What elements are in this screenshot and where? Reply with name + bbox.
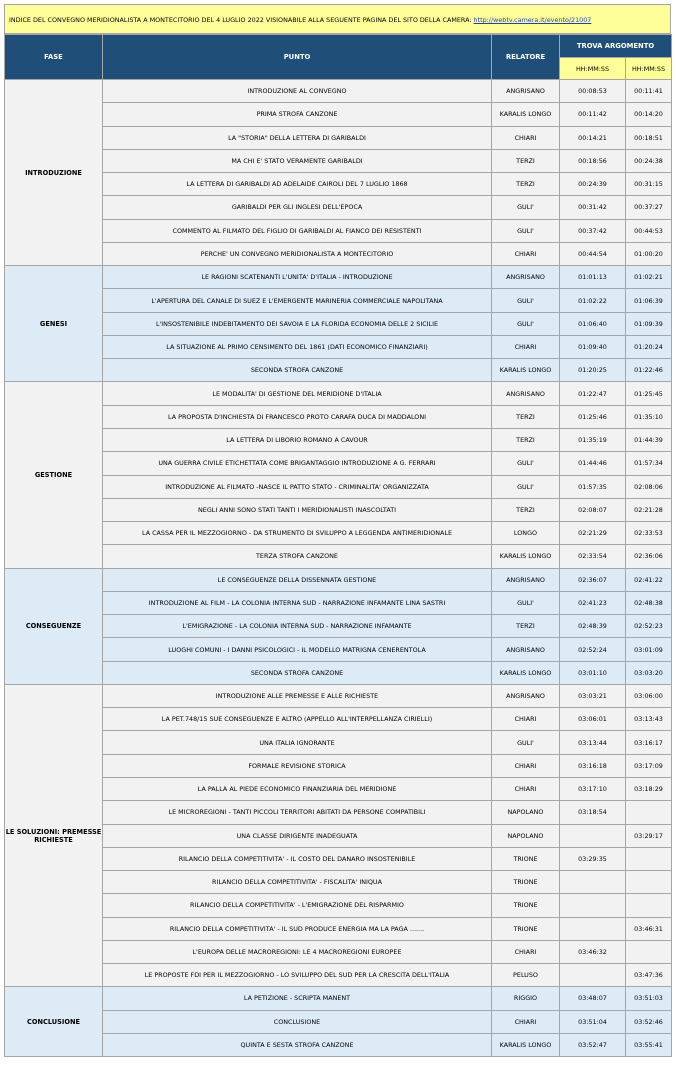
- table-row: [5, 219, 672, 242]
- table-row: [5, 173, 672, 196]
- header-fase: FASE: [5, 35, 103, 80]
- punto-cell: LA LETTERA DI GARIBALDI AD ADELAIDE CAIROLI DEL 7 LUGLIO 1868: [103, 173, 492, 196]
- table-row: [5, 103, 672, 126]
- relatore-cell: TERZI: [492, 405, 560, 428]
- relatore-cell: CHIARI: [492, 1010, 560, 1033]
- start-time-cell: 02:52:24: [560, 638, 626, 661]
- punto-cell: LA PROPOSTA D'INCHIESTA DI FRANCESCO PROTO CARAFA DUCA DI MADDALONI: [103, 405, 492, 428]
- table-header: [5, 35, 672, 80]
- relatore-cell: CHIARI: [492, 242, 560, 265]
- relatore-cell: GULI': [492, 219, 560, 242]
- punto-cell: NEGLI ANNI SONO STATI TANTI I MERIDIONALISTI INASCOLTATI: [103, 498, 492, 521]
- punto-cell: LA PALLA AL PIEDE ECONOMICO FINANZIARIA DEL MERIDIONE: [103, 777, 492, 800]
- start-time-cell: 03:17:10: [560, 777, 626, 800]
- start-time-cell: 01:22:47: [560, 382, 626, 405]
- end-time-cell: 03:46:31: [626, 917, 672, 940]
- table-row: [5, 498, 672, 521]
- punto-cell: RILANCIO DELLA COMPETITIVITA' - FISCALITA' INIQUA: [103, 871, 492, 894]
- table-row: [5, 777, 672, 800]
- punto-cell: LE RAGIONI SCATENANTI L'UNITA' D'ITALIA - INTRODUZIONE: [103, 266, 492, 289]
- punto-cell: CONCLUSIONE: [103, 1010, 492, 1033]
- start-time-cell: 01:09:40: [560, 335, 626, 358]
- table-row: [5, 405, 672, 428]
- table-row: [5, 1010, 672, 1033]
- end-time-cell: 00:14:20: [626, 103, 672, 126]
- start-time-cell: 02:21:29: [560, 522, 626, 545]
- table-row: [5, 940, 672, 963]
- start-time-cell: 00:08:53: [560, 80, 626, 103]
- table-row: [5, 522, 672, 545]
- punto-cell: LE CONSEGUENZE DELLA DISSENNATA GESTIONE: [103, 568, 492, 591]
- table-row: [5, 638, 672, 661]
- relatore-cell: TRIONE: [492, 917, 560, 940]
- phase-cell: GENESI: [5, 266, 103, 382]
- table-row: [5, 731, 672, 754]
- start-time-cell: 02:33:54: [560, 545, 626, 568]
- relatore-cell: KARALIS LONGO: [492, 103, 560, 126]
- table-row: [5, 871, 672, 894]
- start-time-cell: 02:08:07: [560, 498, 626, 521]
- punto-cell: LE PROPOSTE FDI PER IL MEZZOGIORNO - LO SVILUPPO DEL SUD PER LA CRESCITA DELL'ITALIA: [103, 964, 492, 987]
- relatore-cell: RIGGIO: [492, 987, 560, 1010]
- end-time-cell: 01:09:39: [626, 312, 672, 335]
- start-time-cell: 01:25:46: [560, 405, 626, 428]
- end-time-cell: 01:00:20: [626, 242, 672, 265]
- start-time-cell: 03:51:04: [560, 1010, 626, 1033]
- relatore-cell: GULI': [492, 475, 560, 498]
- relatore-cell: CHIARI: [492, 940, 560, 963]
- punto-cell: RILANCIO DELLA COMPETITIVITA' - IL COSTO DEL DANARO INSOSTENIBILE: [103, 847, 492, 870]
- start-time-cell: 00:37:42: [560, 219, 626, 242]
- phase-cell: CONCLUSIONE: [5, 987, 103, 1057]
- punto-cell: LUOGHI COMUNI - I DANNI PSICOLOGICI - IL MODELLO MATRIGNA CENERENTOLA: [103, 638, 492, 661]
- punto-cell: LA CASSA PER IL MEZZOGIORNO - DA STRUMENTO DI SVILUPPO A LEGGENDA ANTIMERIDIONALE: [103, 522, 492, 545]
- start-time-cell: 03:46:32: [560, 940, 626, 963]
- start-time-cell: [560, 917, 626, 940]
- punto-cell: MA CHI E' STATO VERAMENTE GARIBALDI: [103, 149, 492, 172]
- end-time-cell: 03:29:17: [626, 824, 672, 847]
- start-time-cell: 00:11:42: [560, 103, 626, 126]
- relatore-cell: GULI': [492, 312, 560, 335]
- table-row: [5, 80, 672, 103]
- banner: [4, 4, 671, 34]
- start-time-cell: 02:48:39: [560, 615, 626, 638]
- table-row: [5, 242, 672, 265]
- banner-link[interactable]: http://webtv.camera.it/evento/21007: [473, 16, 592, 24]
- relatore-cell: GULI': [492, 452, 560, 475]
- start-time-cell: 03:52:47: [560, 1033, 626, 1056]
- relatore-cell: PELUSO: [492, 964, 560, 987]
- relatore-cell: TERZI: [492, 428, 560, 451]
- table-row: [5, 754, 672, 777]
- punto-cell: L'INSOSTENIBILE INDEBITAMENTO DEI SAVOIA E LA FLORIDA ECONOMIA DELLE 2 SICILIE: [103, 312, 492, 335]
- start-time-cell: 03:18:54: [560, 801, 626, 824]
- end-time-cell: 03:17:09: [626, 754, 672, 777]
- table-row: [5, 801, 672, 824]
- relatore-cell: CHIARI: [492, 335, 560, 358]
- table-body: [5, 80, 672, 1057]
- punto-cell: SECONDA STROFA CANZONE: [103, 359, 492, 382]
- end-time-cell: 00:44:53: [626, 219, 672, 242]
- table-row: [5, 545, 672, 568]
- start-time-cell: 03:48:07: [560, 987, 626, 1010]
- punto-cell: LA LETTERA DI LIBORIO ROMANO A CAVOUR: [103, 428, 492, 451]
- end-time-cell: 02:52:23: [626, 615, 672, 638]
- table-row: [5, 824, 672, 847]
- phase-cell: GESTIONE: [5, 382, 103, 568]
- relatore-cell: KARALIS LONGO: [492, 1033, 560, 1056]
- relatore-cell: TERZI: [492, 615, 560, 638]
- end-time-cell: 02:33:53: [626, 522, 672, 545]
- header-trova-argomento: TROVA ARGOMENTO: [560, 35, 672, 58]
- end-time-cell: [626, 847, 672, 870]
- relatore-cell: GULI': [492, 731, 560, 754]
- start-time-cell: [560, 894, 626, 917]
- start-time-cell: 00:24:39: [560, 173, 626, 196]
- start-time-cell: 01:35:19: [560, 428, 626, 451]
- end-time-cell: 02:21:28: [626, 498, 672, 521]
- end-time-cell: 01:20:24: [626, 335, 672, 358]
- punto-cell: FORMALE REVISIONE STORICA: [103, 754, 492, 777]
- start-time-cell: 00:44:54: [560, 242, 626, 265]
- end-time-cell: 03:18:29: [626, 777, 672, 800]
- start-time-cell: 02:41:23: [560, 591, 626, 614]
- punto-cell: L'APERTURA DEL CANALE DI SUEZ E L'EMERGENTE MARINERIA COMMERCIALE NAPOLITANA: [103, 289, 492, 312]
- relatore-cell: TERZI: [492, 173, 560, 196]
- punto-cell: SECONDA STROFA CANZONE: [103, 661, 492, 684]
- end-time-cell: 01:25:45: [626, 382, 672, 405]
- start-time-cell: 03:06:01: [560, 708, 626, 731]
- end-time-cell: 00:37:27: [626, 196, 672, 219]
- banner-text: INDICE DEL CONVEGNO MERIDIONALISTA A MONTECITORIO DEL 4 LUGLIO 2022 VISIONABILE ALLA SEGUENTE PAGINA DEL SITO DELLA CAMERA:: [9, 16, 474, 24]
- end-time-cell: [626, 801, 672, 824]
- start-time-cell: 01:44:46: [560, 452, 626, 475]
- table-row: [5, 335, 672, 358]
- header-relatore: RELATORE: [492, 35, 560, 80]
- document: [4, 4, 671, 1057]
- table-row: [5, 987, 672, 1010]
- table-row: [5, 917, 672, 940]
- punto-cell: INTRODUZIONE AL CONVEGNO: [103, 80, 492, 103]
- punto-cell: UNA ITALIA IGNORANTE: [103, 731, 492, 754]
- relatore-cell: KARALIS LONGO: [492, 545, 560, 568]
- end-time-cell: 01:22:46: [626, 359, 672, 382]
- phase-cell: LE SOLUZIONI: PREMESSE RICHIESTE: [5, 684, 103, 986]
- start-time-cell: 01:02:22: [560, 289, 626, 312]
- relatore-cell: TERZI: [492, 498, 560, 521]
- start-time-cell: 01:06:40: [560, 312, 626, 335]
- table-row: [5, 312, 672, 335]
- start-time-cell: 01:57:35: [560, 475, 626, 498]
- relatore-cell: ANGRISANO: [492, 568, 560, 591]
- end-time-cell: 03:51:03: [626, 987, 672, 1010]
- end-time-cell: [626, 871, 672, 894]
- punto-cell: L'EMIGRAZIONE - LA COLONIA INTERNA SUD - NARRAZIONE INFAMANTE: [103, 615, 492, 638]
- table-row: [5, 289, 672, 312]
- end-time-cell: 01:35:10: [626, 405, 672, 428]
- header-start-time: HH:MM:SS: [560, 58, 626, 80]
- end-time-cell: 02:36:06: [626, 545, 672, 568]
- table-row: [5, 964, 672, 987]
- phase-cell: CONSEGUENZE: [5, 568, 103, 684]
- end-time-cell: 01:44:39: [626, 428, 672, 451]
- punto-cell: INTRODUZIONE AL FILM - LA COLONIA INTERNA SUD - NARRAZIONE INFAMANTE LINA SASTRI: [103, 591, 492, 614]
- relatore-cell: GULI': [492, 289, 560, 312]
- start-time-cell: 03:16:18: [560, 754, 626, 777]
- relatore-cell: KARALIS LONGO: [492, 359, 560, 382]
- end-time-cell: 01:02:21: [626, 266, 672, 289]
- end-time-cell: [626, 940, 672, 963]
- relatore-cell: ANGRISANO: [492, 266, 560, 289]
- end-time-cell: 03:03:20: [626, 661, 672, 684]
- table-row: [5, 149, 672, 172]
- relatore-cell: GULI': [492, 196, 560, 219]
- punto-cell: LA "STORIA" DELLA LETTERA DI GARIBALDI: [103, 126, 492, 149]
- punto-cell: L'EUROPA DELLE MACROREGIONI: LE 4 MACROREGIONI EUROPEE: [103, 940, 492, 963]
- relatore-cell: ANGRISANO: [492, 80, 560, 103]
- punto-cell: UNA GUERRA CIVILE ETICHETTATA COME BRIGANTAGGIO INTRODUZIONE A G. FERRARI: [103, 452, 492, 475]
- punto-cell: LA PETIZIONE - SCRIPTA MANENT: [103, 987, 492, 1010]
- relatore-cell: ANGRISANO: [492, 382, 560, 405]
- table-row: [5, 382, 672, 405]
- relatore-cell: ANGRISANO: [492, 684, 560, 707]
- header-end-time: HH:MM:SS: [626, 58, 672, 80]
- relatore-cell: TRIONE: [492, 894, 560, 917]
- end-time-cell: 00:11:41: [626, 80, 672, 103]
- punto-cell: TERZA STROFA CANZONE: [103, 545, 492, 568]
- table-row: [5, 615, 672, 638]
- punto-cell: LE MICROREGIONI - TANTI PICCOLI TERRITORI ABITATI DA PERSONE COMPATIBILI: [103, 801, 492, 824]
- start-time-cell: [560, 824, 626, 847]
- punto-cell: INTRODUZIONE AL FILMATO -NASCE IL PATTO STATO - CRIMINALITA' ORGANIZZATA: [103, 475, 492, 498]
- relatore-cell: CHIARI: [492, 708, 560, 731]
- end-time-cell: 00:31:15: [626, 173, 672, 196]
- relatore-cell: TRIONE: [492, 871, 560, 894]
- end-time-cell: 01:06:39: [626, 289, 672, 312]
- punto-cell: QUINTA E SESTA STROFA CANZONE: [103, 1033, 492, 1056]
- index-table: [4, 34, 672, 1057]
- punto-cell: INTRODUZIONE ALLE PREMESSE E ALLE RICHIESTE: [103, 684, 492, 707]
- end-time-cell: 02:08:06: [626, 475, 672, 498]
- punto-cell: COMMENTO AL FILMATO DEL FIGLIO DI GARIBALDI AL FIANCO DEI RESISTENTI: [103, 219, 492, 242]
- table-row: [5, 708, 672, 731]
- table-row: [5, 591, 672, 614]
- start-time-cell: 01:20:25: [560, 359, 626, 382]
- end-time-cell: 02:48:38: [626, 591, 672, 614]
- table-row: [5, 684, 672, 707]
- relatore-cell: CHIARI: [492, 126, 560, 149]
- relatore-cell: KARALIS LONGO: [492, 661, 560, 684]
- table-row: [5, 266, 672, 289]
- start-time-cell: [560, 964, 626, 987]
- punto-cell: LA SITUAZIONE AL PRIMO CENSIMENTO DEL 1861 (DATI ECONOMICO FINANZIARI): [103, 335, 492, 358]
- end-time-cell: 01:57:34: [626, 452, 672, 475]
- relatore-cell: NAPOLANO: [492, 824, 560, 847]
- punto-cell: LE MODALITA' DI GESTIONE DEL MERIDIONE D'ITALIA: [103, 382, 492, 405]
- table-row: [5, 359, 672, 382]
- start-time-cell: 00:14:21: [560, 126, 626, 149]
- punto-cell: PERCHE' UN CONVEGNO MERIDIONALISTA A MONTECITORIO: [103, 242, 492, 265]
- relatore-cell: CHIARI: [492, 777, 560, 800]
- end-time-cell: 03:55:41: [626, 1033, 672, 1056]
- start-time-cell: [560, 871, 626, 894]
- start-time-cell: 03:13:44: [560, 731, 626, 754]
- table-row: [5, 452, 672, 475]
- start-time-cell: 01:01:13: [560, 266, 626, 289]
- end-time-cell: [626, 894, 672, 917]
- punto-cell: RILANCIO DELLA COMPETITIVITA' - IL SUD PRODUCE ENERGIA MA LA PAGA .......: [103, 917, 492, 940]
- punto-cell: GARIBALDI PER GLI INGLESI DELL'EPOCA: [103, 196, 492, 219]
- table-row: [5, 568, 672, 591]
- table-row: [5, 847, 672, 870]
- start-time-cell: 03:01:10: [560, 661, 626, 684]
- start-time-cell: 02:36:07: [560, 568, 626, 591]
- punto-cell: LA PET.748/15 SUE CONSEGUENZE E ALTRO (APPELLO ALL'INTERPELLANZA CIRIELLI): [103, 708, 492, 731]
- header-punto: PUNTO: [103, 35, 492, 80]
- table-row: [5, 196, 672, 219]
- table-row: [5, 475, 672, 498]
- relatore-cell: LONGO: [492, 522, 560, 545]
- relatore-cell: NAPOLANO: [492, 801, 560, 824]
- punto-cell: RILANCIO DELLA COMPETITIVITA' - L'EMIGRAZIONE DEL RISPARMIO: [103, 894, 492, 917]
- table-row: [5, 126, 672, 149]
- relatore-cell: TERZI: [492, 149, 560, 172]
- table-row: [5, 1033, 672, 1056]
- start-time-cell: 00:31:42: [560, 196, 626, 219]
- table-row: [5, 428, 672, 451]
- relatore-cell: CHIARI: [492, 754, 560, 777]
- end-time-cell: 03:16:17: [626, 731, 672, 754]
- relatore-cell: ANGRISANO: [492, 638, 560, 661]
- punto-cell: PRIMA STROFA CANZONE: [103, 103, 492, 126]
- table-row: [5, 894, 672, 917]
- end-time-cell: 00:18:51: [626, 126, 672, 149]
- start-time-cell: 03:29:35: [560, 847, 626, 870]
- relatore-cell: GULI': [492, 591, 560, 614]
- relatore-cell: TRIONE: [492, 847, 560, 870]
- end-time-cell: 03:13:43: [626, 708, 672, 731]
- punto-cell: UNA CLASSE DIRIGENTE INADEGUATA: [103, 824, 492, 847]
- start-time-cell: 00:18:56: [560, 149, 626, 172]
- end-time-cell: 03:47:36: [626, 964, 672, 987]
- table-row: [5, 661, 672, 684]
- end-time-cell: 03:01:09: [626, 638, 672, 661]
- end-time-cell: 03:06:00: [626, 684, 672, 707]
- start-time-cell: 03:03:21: [560, 684, 626, 707]
- end-time-cell: 00:24:38: [626, 149, 672, 172]
- end-time-cell: 02:41:22: [626, 568, 672, 591]
- phase-cell: INTRODUZIONE: [5, 80, 103, 266]
- end-time-cell: 03:52:46: [626, 1010, 672, 1033]
